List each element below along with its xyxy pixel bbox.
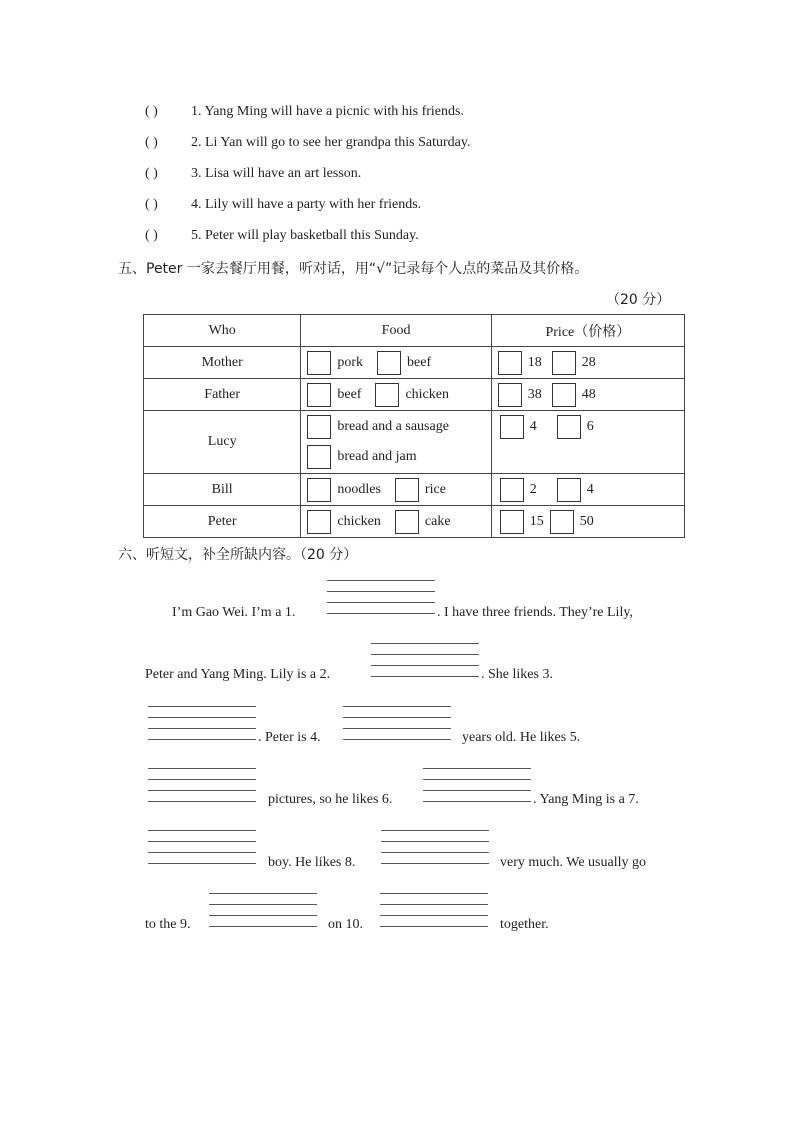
judge-item-text: 3. Lisa will have an art lesson. [191,166,362,181]
answer-parens[interactable]: ( ) [145,197,158,212]
passage-text: together. [500,917,549,932]
food-option: pork [337,354,364,370]
answer-parens[interactable]: ( ) [145,166,158,181]
food-option: bread and a sausage [337,419,449,434]
checkbox[interactable] [552,351,576,375]
checkbox[interactable] [500,415,524,439]
judge-item [145,133,470,153]
checkbox[interactable] [557,415,581,439]
judge-item-text: 1. Yang Ming will have a picnic with his friends. [191,104,464,119]
judge-item-text: 4. Lily will have a party with her friends. [191,197,422,212]
checkbox[interactable] [550,510,574,534]
checkbox[interactable] [552,383,576,407]
table-row [144,347,685,379]
checkbox[interactable] [307,445,331,469]
food-option: noodles [337,481,381,497]
price-option: 2 [529,481,537,497]
price-option: 50 [579,513,594,529]
food-option: bread and jam [337,449,417,464]
passage-text: . Peter is 4. [258,730,321,745]
table-row [144,474,685,506]
table-row [144,379,685,411]
judge-item-text: 5. Peter will play basketball this Sunday. [191,228,419,243]
blank-8[interactable] [381,830,489,864]
who-cell: Bill [144,474,301,506]
passage-text: pictures, so he likes 6. [268,792,393,807]
blank-10[interactable] [380,893,488,927]
answer-parens[interactable]: ( ) [145,104,158,119]
price-option: 4 [586,481,594,497]
checkbox[interactable] [498,383,522,407]
section5-score: （20 分） [606,292,671,308]
food-option: cake [424,513,451,529]
blank-9[interactable] [209,893,317,927]
header-price: Price（价格） [491,315,684,347]
price-option: 18 [527,354,542,370]
blank-6[interactable] [423,768,531,802]
food-option: chicken [337,513,381,529]
price-option: 4 [529,419,537,435]
price-option: 6 [586,419,594,435]
passage-text: . Yang Ming is a 7. [533,792,639,807]
checkbox[interactable] [307,383,331,407]
checkbox[interactable] [498,351,522,375]
blank-7[interactable] [148,830,256,864]
checkbox[interactable] [500,510,524,534]
passage-text: on 10. [328,917,363,932]
food-option: beef [407,354,432,370]
passage-text: Peter and Yang Ming. Lily is a 2. [145,667,331,682]
judge-item [145,102,464,122]
checkbox[interactable] [377,351,401,375]
passage-text: years old. He likes 5. [462,730,581,745]
checkbox[interactable] [375,383,399,407]
judge-item [145,164,361,184]
answer-parens[interactable]: ( ) [145,228,158,243]
passage-text: . I have three friends. They’re Lily, [437,605,633,620]
price-option: 28 [581,354,596,370]
passage-text: I’m Gao Wei. I’m a 1. [172,605,296,620]
blank-5[interactable] [148,768,256,802]
answer-parens[interactable]: ( ) [145,135,158,150]
judge-item-text: 2. Li Yan will go to see her grandpa this Saturday. [191,135,471,150]
header-food: Food [301,315,491,347]
judge-item [145,195,421,215]
checkbox[interactable] [395,478,419,502]
who-cell: Peter [144,506,301,538]
checkbox[interactable] [307,415,331,439]
header-who: Who [144,315,301,347]
checkbox[interactable] [307,478,331,502]
blank-3[interactable] [148,706,256,740]
passage-text: very much. We usually go [500,855,646,870]
food-table [143,314,685,538]
food-option: beef [337,386,362,402]
passage-text: boy. He likes 8. [268,855,356,870]
who-cell: Lucy [144,411,301,474]
passage-text: to the 9. [145,917,191,932]
food-option: chicken [405,386,449,402]
checkbox[interactable] [500,478,524,502]
who-cell: Father [144,379,301,411]
checkbox[interactable] [307,351,331,375]
price-option: 38 [527,386,542,402]
checkbox[interactable] [557,478,581,502]
judge-item [145,226,419,246]
blank-2[interactable] [371,643,479,677]
blank-1[interactable] [327,580,435,614]
section5-title: 五、Peter 一家去餐厅用餐，听对话，用“√”记录每个人点的菜品及其价格。 [118,261,589,277]
table-row [144,411,685,474]
section6-title: 六、听短文，补全所缺内容。（20 分） [118,547,358,563]
checkbox[interactable] [307,510,331,534]
price-option: 48 [581,386,596,402]
passage-text: . She likes 3. [481,667,553,682]
checkbox[interactable] [395,510,419,534]
who-cell: Mother [144,347,301,379]
food-option: rice [424,481,446,497]
table-row [144,506,685,538]
price-option: 15 [529,513,544,529]
blank-4[interactable] [343,706,451,740]
